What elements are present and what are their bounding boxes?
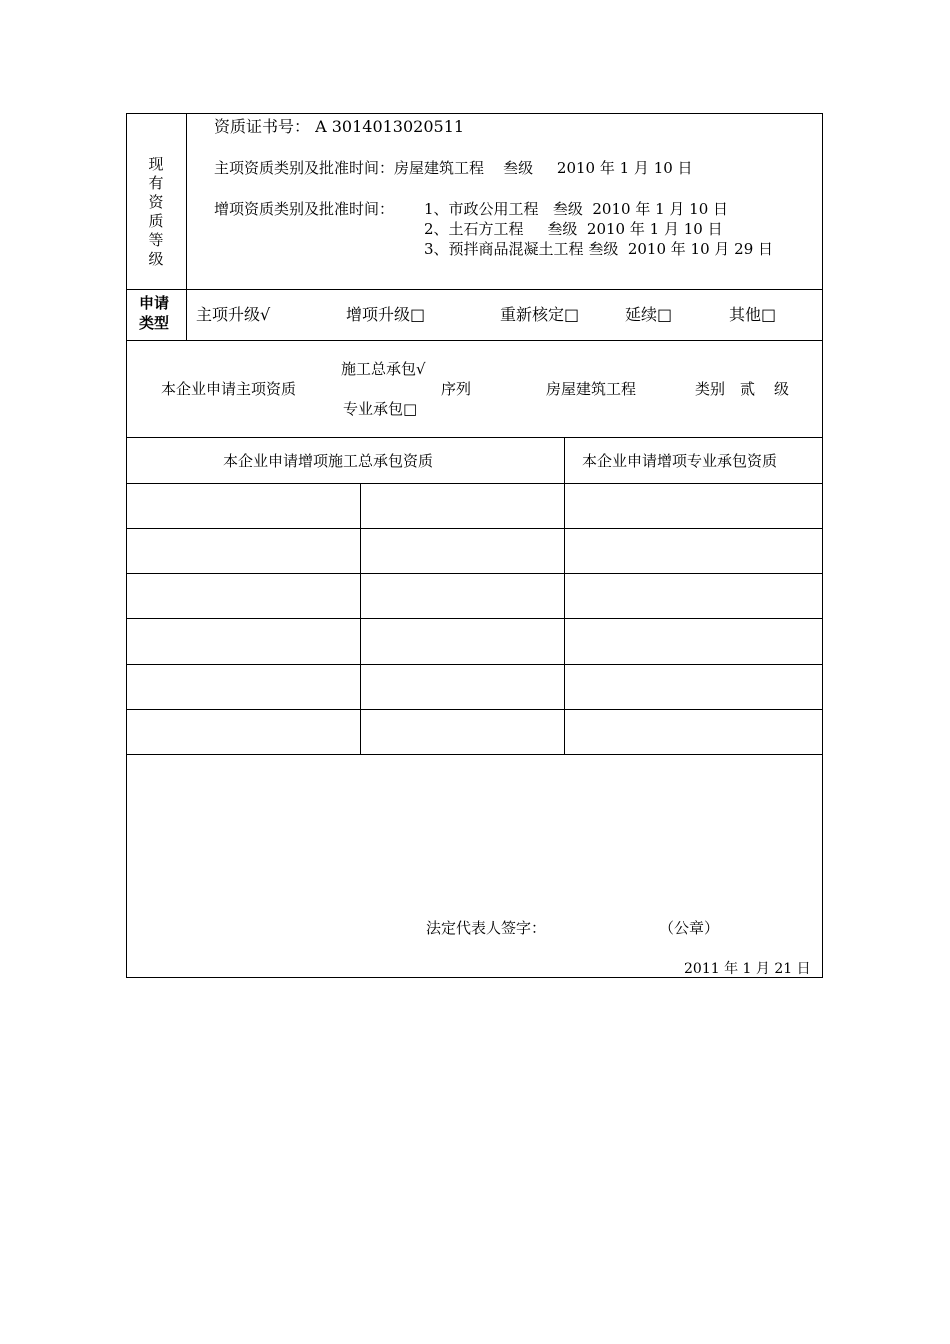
option-general-contract[interactable]: 施工总承包√ xyxy=(341,360,426,378)
special-contract-header: 本企业申请增项专业承包资质 xyxy=(582,452,778,470)
divider xyxy=(186,113,187,340)
main-qualification: 主项资质类别及批准时间：房屋建筑工程 叁级 2010 年 1 月 10 日 xyxy=(214,159,693,177)
signature-date: 2011 年 1 月 21 日 xyxy=(684,961,811,977)
grade-value: 贰 xyxy=(740,380,756,398)
main-application-prefix: 本企业申请主项资质 xyxy=(161,380,297,398)
additional-item: 1、市政公用工程 叁级 2010 年 1 月 10 日 xyxy=(424,200,729,218)
divider xyxy=(126,573,823,574)
additional-item: 3、预拌商品混凝土工程 叁级 2010 年 10 月 29 日 xyxy=(424,240,774,258)
grade-suffix: 级 xyxy=(774,380,790,398)
category-label: 类别 xyxy=(695,380,726,398)
current-qualification-label xyxy=(126,155,186,269)
divider xyxy=(126,437,823,438)
legal-rep-label: 法定代表人签字： xyxy=(426,919,547,937)
divider xyxy=(126,664,823,665)
application-type-label xyxy=(136,293,172,333)
divider xyxy=(126,483,823,484)
application-type-text: 申请类型 xyxy=(138,294,169,332)
seal-label: （公章） xyxy=(659,919,720,937)
category-name: 房屋建筑工程 xyxy=(546,380,637,398)
divider xyxy=(360,483,361,754)
divider xyxy=(126,340,823,341)
additional-item: 2、土石方工程 叁级 2010 年 1 月 10 日 xyxy=(424,220,723,238)
divider xyxy=(126,289,823,290)
additional-qualification-label: 增项资质类别及批准时间： xyxy=(214,200,395,218)
divider xyxy=(126,709,823,710)
general-contract-header: 本企业申请增项施工总承包资质 xyxy=(223,452,434,470)
series-label: 序列 xyxy=(441,380,472,398)
option-main-upgrade[interactable]: 主项升级√ xyxy=(196,305,271,324)
option-other[interactable]: 其他□ xyxy=(729,305,777,324)
divider xyxy=(564,437,565,754)
side-label-text: 现有资质等级 xyxy=(148,155,164,268)
divider xyxy=(126,618,823,619)
divider xyxy=(126,528,823,529)
option-add-upgrade[interactable]: 增项升级□ xyxy=(346,305,426,324)
option-extend[interactable]: 延续□ xyxy=(625,305,673,324)
divider xyxy=(126,754,823,755)
option-special-contract[interactable]: 专业承包□ xyxy=(343,400,418,418)
option-reassess[interactable]: 重新核定□ xyxy=(500,305,580,324)
cert-number: 资质证书号： A 3014013020511 xyxy=(214,117,465,136)
